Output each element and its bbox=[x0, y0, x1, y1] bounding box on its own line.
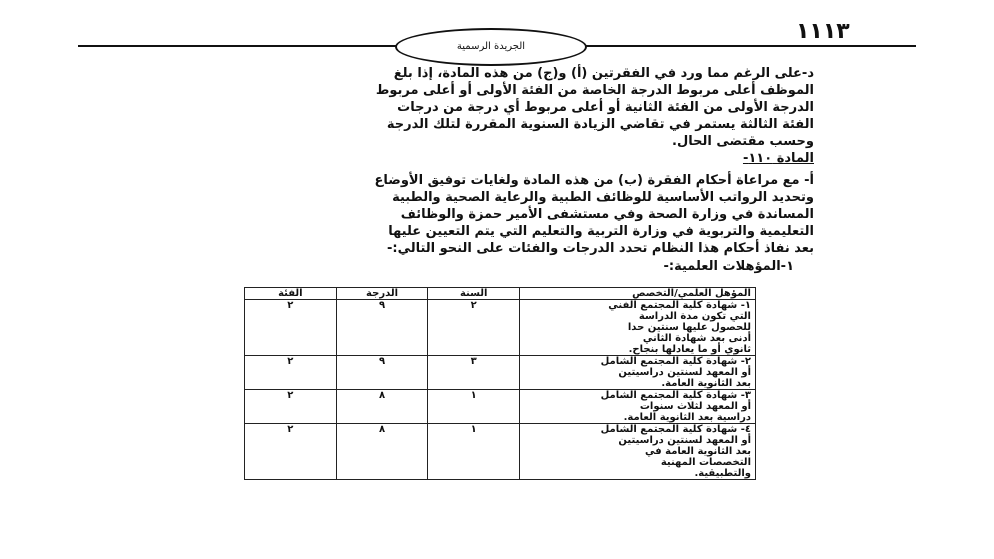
paragraph-a-line: أ- مع مراعاة أحكام الفقرة (ب) من هذه المادة ولغايات توفيق الأوضاع bbox=[374, 173, 814, 188]
qualification-line: ٣- شهادة كلية المجتمع الشامل bbox=[600, 390, 751, 401]
paragraph-a-line: وتحديد الرواتب الأساسية للوظائف الطبية والرعاية الصحية والطبية bbox=[392, 190, 814, 205]
qualification-line: ١- شهادة كلية المجتمع الفني bbox=[608, 300, 751, 311]
table-row bbox=[245, 390, 756, 424]
grade-cell: ٨ bbox=[336, 390, 428, 424]
paragraph-a-line: التعليمية والتربوية في وزارة التربية والتعليم التي يتم التعيين عليها bbox=[388, 224, 814, 239]
table-row bbox=[245, 424, 756, 480]
qualifications-table bbox=[244, 287, 756, 480]
year-cell: ٢ bbox=[428, 300, 520, 356]
year-cell: ١ bbox=[428, 390, 520, 424]
header-grade: الدرجة bbox=[336, 288, 428, 300]
category-cell: ٢ bbox=[245, 300, 337, 356]
qualification-line: أدنى بعد شهادة الثاني bbox=[642, 333, 751, 344]
qualification-cell bbox=[520, 300, 756, 356]
qualification-line: ٤- شهادة كلية المجتمع الشامل bbox=[600, 424, 751, 435]
table-header-row bbox=[245, 288, 756, 300]
section-title: ١-المؤهلات العلمية:- bbox=[663, 259, 794, 274]
qualification-line: أو المعهد لثلاث سنوات bbox=[639, 401, 751, 412]
qualification-line: بعد الثانوية العامة. bbox=[661, 378, 751, 389]
grade-cell: ٨ bbox=[336, 424, 428, 480]
qualification-line: دراسية بعد الثانوية العامة. bbox=[623, 412, 751, 423]
qualification-line: أو المعهد لسنتين دراسيتين bbox=[618, 367, 751, 378]
category-cell: ٢ bbox=[245, 356, 337, 390]
gazette-title: الجريدة الرسمية bbox=[395, 28, 587, 66]
header-category: الفئة bbox=[245, 288, 337, 300]
qualification-line: بعد الثانوية العامة في bbox=[645, 446, 751, 457]
paragraph-a bbox=[114, 172, 814, 257]
year-cell: ١ bbox=[428, 424, 520, 480]
paragraph-d-line: الدرجة الأولى من الفئة الثانية أو أعلى مربوط أي درجة من درجات bbox=[397, 100, 814, 115]
page-number: ١١١٣ bbox=[796, 19, 850, 44]
paragraph-d-line: الموظف أعلى مربوط الدرجة الخاصة من الفئة الأولى أو أعلى مربوط bbox=[375, 83, 814, 98]
qualification-line: والتطبيقية. bbox=[694, 468, 751, 479]
qualification-line: ٢- شهادة كلية المجتمع الشامل bbox=[600, 356, 751, 367]
qualification-cell bbox=[520, 424, 756, 480]
qualification-cell bbox=[520, 390, 756, 424]
qualification-cell bbox=[520, 356, 756, 390]
table-row bbox=[245, 356, 756, 390]
grade-cell: ٩ bbox=[336, 356, 428, 390]
article-title: المادة ١١٠- bbox=[742, 151, 814, 166]
table-row bbox=[245, 300, 756, 356]
grade-cell: ٩ bbox=[336, 300, 428, 356]
qualification-line: للحصول عليها سنتين حدا bbox=[627, 322, 751, 333]
paragraph-a-line: بعد نفاذ أحكام هذا النظام تحدد الدرجات والفئات على النحو التالي:- bbox=[386, 241, 814, 256]
qualification-line: التي تكون مدة الدراسة bbox=[638, 311, 751, 322]
paragraph-d-line: الفئة الثالثة يستمر في تقاضي الزيادة السنوية المقررة لتلك الدرجة bbox=[386, 117, 814, 132]
qualification-line: التخصصات المهنية bbox=[660, 457, 751, 468]
qualification-line: ثانوي أو ما يعادلها بنجاح. bbox=[628, 344, 751, 355]
header-qualification: المؤهل العلمي/التخصص bbox=[520, 288, 756, 300]
paragraph-d bbox=[114, 65, 814, 150]
paragraph-d-line: وحسب مقتضى الحال. bbox=[672, 134, 814, 149]
year-cell: ٣ bbox=[428, 356, 520, 390]
category-cell: ٢ bbox=[245, 390, 337, 424]
paragraph-d-line: د-على الرغم مما ورد في الفقرتين (أ) و(ج) من هذه المادة، إذا بلغ bbox=[393, 66, 814, 81]
header-year: السنة bbox=[428, 288, 520, 300]
category-cell: ٢ bbox=[245, 424, 337, 480]
paragraph-a-line: المساندة في وزارة الصحة وفي مستشفى الأمير حمزة والوظائف bbox=[400, 207, 814, 222]
qualification-line: أو المعهد لسنتين دراسيتين bbox=[618, 435, 751, 446]
